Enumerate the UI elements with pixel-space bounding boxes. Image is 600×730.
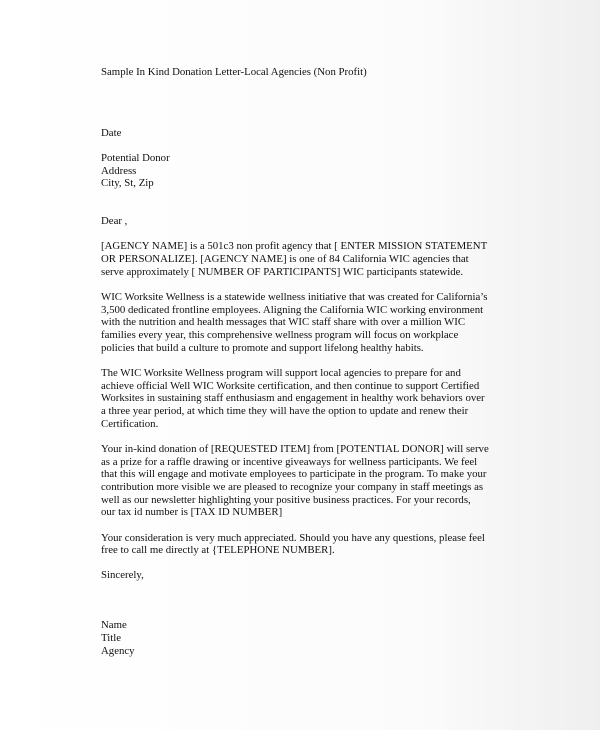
closing: Sincerely, bbox=[101, 569, 144, 582]
address-line-address: Address bbox=[101, 164, 137, 177]
paragraph-donation-request bbox=[101, 443, 501, 519]
signature-agency: Agency bbox=[101, 644, 135, 657]
paragraph-agency-intro bbox=[101, 240, 501, 278]
paragraph-line: contribution more visible we are pleased to recognize your company in staff meetings as bbox=[101, 480, 484, 493]
letter-title: Sample In Kind Donation Letter-Local Agencies (Non Profit) bbox=[101, 66, 367, 78]
recipient-address bbox=[101, 152, 501, 190]
paragraph-closing-remarks bbox=[101, 532, 501, 557]
paragraph-program-support bbox=[101, 367, 501, 431]
paragraph-line: WIC Worksite Wellness is a statewide wellness initiative that was created for California’s bbox=[101, 290, 488, 303]
salutation: Dear , bbox=[101, 215, 128, 228]
signature-name: Name bbox=[101, 619, 127, 632]
paragraph-line: achieve official Well WIC Worksite certification, and then continue to support Certified bbox=[101, 379, 480, 392]
paragraph-line: policies that build a culture to promote and support lifelong healthy habits. bbox=[101, 341, 424, 354]
paragraph-line: our tax id number is [TAX ID NUMBER] bbox=[101, 506, 283, 519]
letter-body bbox=[101, 66, 501, 657]
paragraph-line: Worksites in sustaining staff enthusiasm and engagement in healthy work behaviors over bbox=[101, 392, 485, 405]
paragraph-line: [AGENCY NAME] is a 501c3 non profit agency that [ ENTER MISSION STATEMENT bbox=[101, 240, 488, 253]
address-line-donor: Potential Donor bbox=[101, 151, 170, 164]
signature-block bbox=[101, 619, 501, 657]
paragraph-line: a three year period, at which time they will have the option to update and renew their bbox=[101, 404, 469, 417]
paragraph-line: that this will engage and motivate employees to participate in the program. To make your bbox=[101, 468, 487, 481]
paragraph-line: Your consideration is very much appreciated. Should you have any questions, please feel bbox=[101, 531, 485, 544]
paragraph-line: well as our newsletter highlighting your positive business practices. For your records, bbox=[101, 493, 471, 506]
paragraph-line: families every year, this comprehensive wellness program will focus on workplace bbox=[101, 328, 459, 341]
paragraph-line: The WIC Worksite Wellness program will support local agencies to prepare for and bbox=[101, 366, 461, 379]
paragraph-line: 3,500 dedicated frontline employees. Aligning the California WIC working environment bbox=[101, 303, 484, 316]
paragraph-line: with the nutrition and health messages that WIC staff share with over a million WIC bbox=[101, 316, 466, 329]
paragraph-line: Your in-kind donation of [REQUESTED ITEM] from [POTENTIAL DONOR] will serve bbox=[101, 442, 489, 455]
signature-title: Title bbox=[101, 631, 122, 644]
paragraph-line: Certification. bbox=[101, 417, 159, 430]
paragraph-line: serve approximately [ NUMBER OF PARTICIPANTS] WIC participants statewide. bbox=[101, 265, 464, 278]
address-line-city: City, St, Zip bbox=[101, 177, 154, 190]
paragraph-wellness-initiative bbox=[101, 291, 501, 355]
paragraph-line: free to call me directly at {TELEPHONE NUMBER]. bbox=[101, 544, 335, 557]
paragraph-line: OR PERSONALIZE]. [AGENCY NAME] is one of 84 California WIC agencies that bbox=[101, 252, 469, 265]
date-line: Date bbox=[101, 126, 122, 139]
paragraph-line: as a prize for a raffle drawing or incentive giveaways for wellness participants. We feel bbox=[101, 455, 478, 468]
